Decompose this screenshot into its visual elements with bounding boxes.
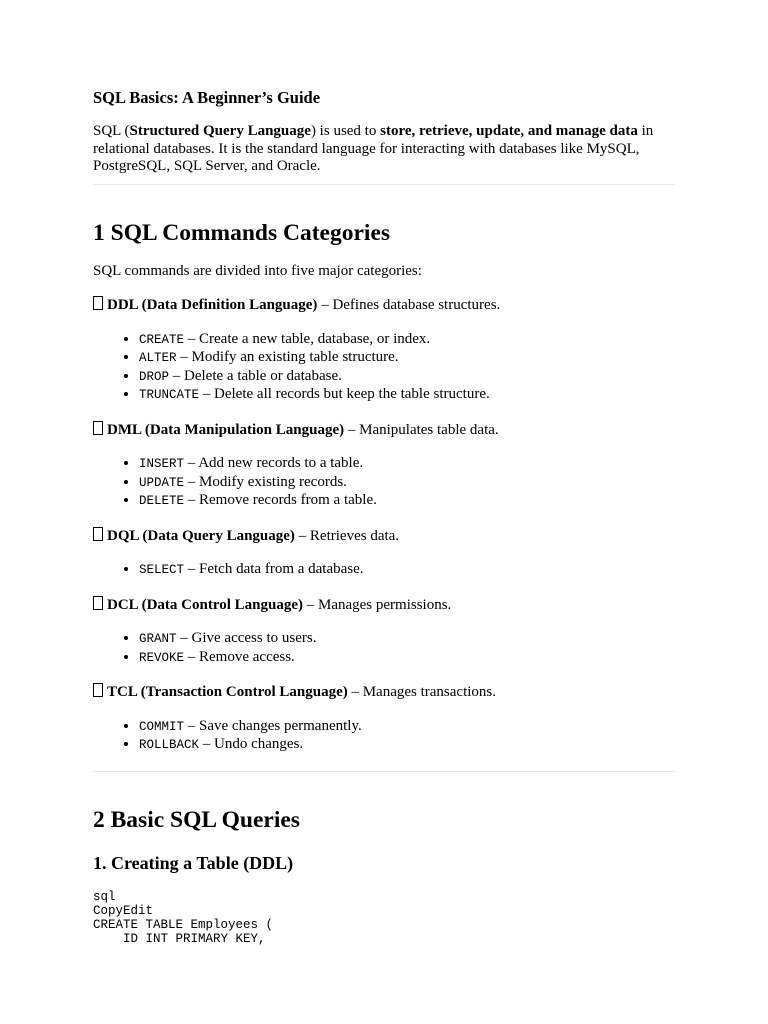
intro-bold-2: store, retrieve, update, and manage data xyxy=(380,123,638,139)
code-line: sql xyxy=(93,889,116,904)
code-line: CREATE TABLE Employees ( xyxy=(93,917,274,932)
category-description: – Manages transactions. xyxy=(347,684,497,700)
document-title: SQL Basics: A Beginner’s Guide xyxy=(93,88,321,107)
subheading-create-table: 1. Creating a Table (DDL) xyxy=(93,852,294,873)
category-heading xyxy=(93,596,675,615)
command-keyword: UPDATE xyxy=(139,475,185,490)
category-heading xyxy=(93,527,675,546)
code-block xyxy=(93,890,675,946)
command-description: – Modify an existing table structure. xyxy=(176,349,399,365)
command-list-item xyxy=(139,455,675,474)
category-heading xyxy=(93,421,675,440)
intro-text-2: ) is used to xyxy=(310,123,381,139)
command-list xyxy=(93,455,675,511)
command-keyword: DELETE xyxy=(139,494,185,508)
command-list-item xyxy=(139,349,675,368)
command-list-item xyxy=(139,561,675,580)
command-description: – Fetch data from a database. xyxy=(184,561,364,577)
command-list-item xyxy=(139,630,675,649)
intro-text-1: SQL ( xyxy=(93,123,130,139)
command-list-item xyxy=(139,331,675,350)
command-list-item xyxy=(139,368,675,387)
command-list-item xyxy=(139,492,675,511)
command-description: – Delete all records but keep the table structure. xyxy=(199,386,490,402)
command-list-item xyxy=(139,649,675,668)
command-list-item xyxy=(139,386,675,405)
category-description: – Manipulates table data. xyxy=(344,421,499,438)
category-name: DML (Data Manipulation Language) xyxy=(107,421,345,438)
missing-glyph-icon xyxy=(93,683,103,697)
command-list xyxy=(93,561,675,580)
category-heading xyxy=(93,683,675,702)
command-keyword: ROLLBACK xyxy=(139,738,200,752)
category-name: DQL (Data Query Language) xyxy=(107,527,295,544)
missing-glyph-icon xyxy=(93,296,103,310)
command-description: – Remove access. xyxy=(184,648,295,665)
command-description: – Create a new table, database, or index. xyxy=(184,330,431,347)
category-name: DCL (Data Control Language) xyxy=(107,596,303,613)
code-line: ID INT PRIMARY KEY, xyxy=(93,931,266,946)
command-description: – Undo changes. xyxy=(199,736,304,752)
command-list-item xyxy=(139,736,675,755)
section-heading-commands: 1 SQL Commands Categories xyxy=(93,219,391,246)
categories-list xyxy=(93,296,675,755)
divider xyxy=(93,771,675,772)
command-keyword: GRANT xyxy=(139,632,177,646)
command-description: – Remove records from a table. xyxy=(184,492,377,508)
command-list-item xyxy=(139,718,675,737)
command-list xyxy=(93,331,675,405)
category-name: DDL (Data Definition Language) xyxy=(107,297,318,313)
command-list xyxy=(93,630,675,667)
missing-glyph-icon xyxy=(93,596,103,610)
divider xyxy=(93,184,675,185)
section-heading-queries: 2 Basic SQL Queries xyxy=(93,806,300,833)
category-description: – Retrieves data. xyxy=(294,527,400,544)
command-keyword: INSERT xyxy=(139,457,185,471)
intro-bold-1: Structured Query Language xyxy=(129,123,311,139)
section-lead: SQL commands are divided into five major categories: xyxy=(93,262,422,279)
command-keyword: TRUNCATE xyxy=(139,388,200,402)
intro-text-3: in relational databases. It is the standard language for interacting with databases like MySQL, PostgreSQL, SQL Server, and Oracle. xyxy=(93,123,654,174)
command-list-item xyxy=(139,474,675,493)
missing-glyph-icon xyxy=(93,527,103,541)
command-keyword: ALTER xyxy=(139,351,177,365)
command-keyword: CREATE xyxy=(139,332,185,347)
command-description: – Give access to users. xyxy=(176,630,317,646)
missing-glyph-icon xyxy=(93,421,103,435)
command-keyword: COMMIT xyxy=(139,719,185,734)
command-description: – Add new records to a table. xyxy=(184,455,364,471)
command-list xyxy=(93,718,675,755)
command-description: – Delete a table or database. xyxy=(169,367,342,384)
command-keyword: SELECT xyxy=(139,563,185,577)
command-keyword: REVOKE xyxy=(139,650,185,665)
command-keyword: DROP xyxy=(139,369,170,384)
command-description: – Save changes permanently. xyxy=(184,717,362,734)
category-description: – Manages permissions. xyxy=(302,596,452,613)
intro-paragraph xyxy=(93,123,675,176)
code-line: CopyEdit xyxy=(93,903,154,918)
command-description: – Modify existing records. xyxy=(184,473,347,490)
category-description: – Defines database structures. xyxy=(317,297,501,313)
category-name: TCL (Transaction Control Language) xyxy=(107,684,348,700)
category-heading xyxy=(93,296,675,315)
document-content xyxy=(93,88,675,946)
